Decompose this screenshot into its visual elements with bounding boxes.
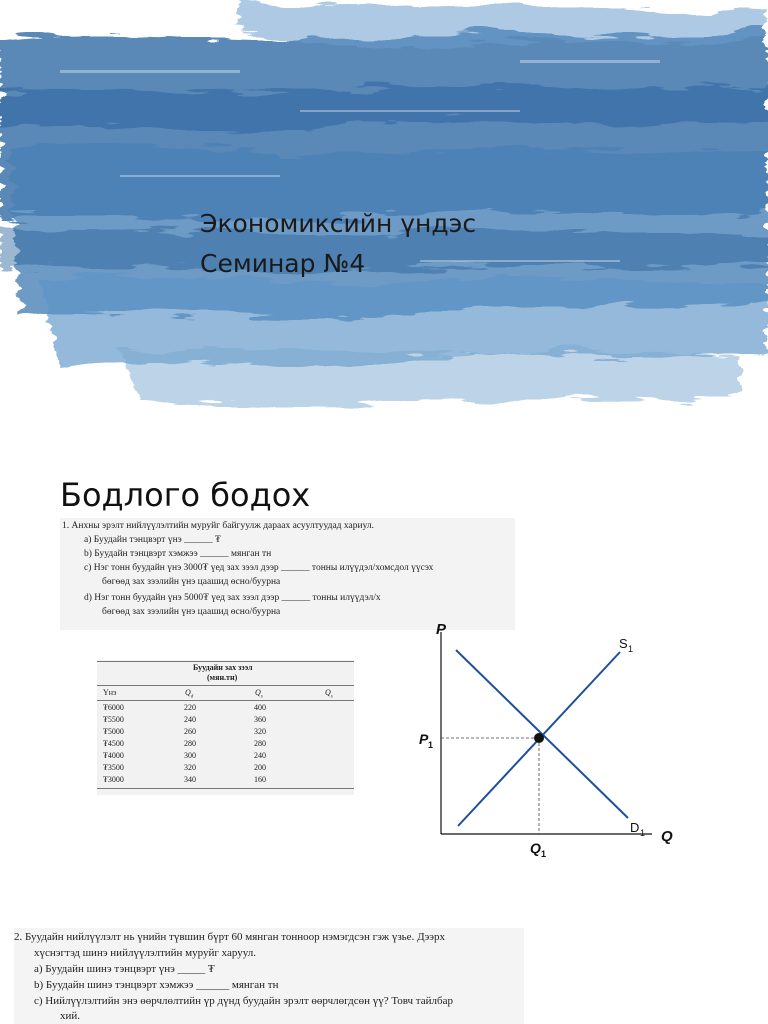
table-row-1-qs: 400 xyxy=(254,703,266,712)
demand-label: D xyxy=(630,820,640,835)
table-header-qs2: $Q_s$ xyxy=(325,688,333,700)
title-line-2: Семинар №4 xyxy=(200,249,366,278)
demand-subscript: 1 xyxy=(640,828,646,838)
title-line-1: Экономиксийн үндэс xyxy=(200,209,477,238)
supply-subscript: 1 xyxy=(628,644,634,654)
table-row-6-price: ₮3500 xyxy=(103,763,124,772)
table-row-5-qd: 300 xyxy=(184,751,196,760)
q1-b: b) Буудайн тэнцвэрт хэмжээ ______ мянган тн xyxy=(84,549,272,559)
q1-subscript: 1 xyxy=(541,849,547,859)
q2-a: a) Буудайн шинэ тэнцвэрт үнэ _____ ₮ xyxy=(34,963,215,975)
section-title: Бодлого бодох xyxy=(60,476,311,514)
table-header-qs: $Q_s$ xyxy=(255,688,263,700)
table-bottom-rule xyxy=(97,788,354,789)
table-header-rule xyxy=(97,685,354,686)
question-2-block xyxy=(14,928,524,1024)
table-header-price: Үнэ xyxy=(103,688,117,697)
table-row-1-qd: 220 xyxy=(184,703,196,712)
q-axis-label: Q xyxy=(661,828,673,845)
table-body-rule xyxy=(97,700,354,701)
question-1-block xyxy=(60,518,515,630)
table-caption-unit: (мян.тн) xyxy=(207,673,238,682)
table-row-1-price: ₮6000 xyxy=(103,703,124,712)
q2-c-line1: c) Нийлүүлэлтийн энэ өөрчлөлтийн үр дүнд буудайн эрэлт өөрчлөгдсөн үү? Товч тайлбар xyxy=(34,995,453,1007)
table-top-rule xyxy=(97,661,354,662)
q1-label: Q xyxy=(530,840,541,856)
table-row-4-qd: 280 xyxy=(184,739,196,748)
table-row-5-qs: 240 xyxy=(254,751,266,760)
q1-d-line1: d) Нэг тонн буудайн үнэ 5000₮ үед зах зээл дээр ______ тонны илүүдэл/х xyxy=(84,593,381,603)
q1-d-line2: бөгөөд зах зээлийн үнэ цаашид өсно/буурна xyxy=(102,607,281,617)
table-row-2-price: ₮5500 xyxy=(103,715,124,724)
table-row-6-qs: 200 xyxy=(254,763,266,772)
p1-subscript: 1 xyxy=(428,740,434,750)
q1-intro: 1. Анхны эрэлт нийлүүлэлтийн муруйг байгуулж дараах асуултуудад хариул. xyxy=(62,521,375,531)
table-caption: Буудайн зах зээл xyxy=(193,663,253,672)
q2-line1: 2. Буудайн нийлүүлэлт нь үнийн түвшин бүрт 60 мянган тонноор нэмэгдсэн гэж үзье. Дээрх xyxy=(14,931,446,943)
table-row-3-price: ₮5000 xyxy=(103,727,124,736)
table-header-qd: $Q_d$ xyxy=(185,688,194,700)
table-row-2-qd: 240 xyxy=(184,715,196,724)
table-row-3-qd: 260 xyxy=(184,727,196,736)
q2-b: b) Буудайн шинэ тэнцвэрт хэмжээ ______ мянган тн xyxy=(34,979,279,991)
q1-c-line1: c) Нэг тонн буудайн үнэ 3000₮ үед зах зээл дээр ______ тонны илүүдэл/хомсдол үүсэх xyxy=(84,563,434,573)
q1-a: a) Буудайн тэнцвэрт үнэ ______ ₮ xyxy=(84,535,221,545)
supply-label: S xyxy=(619,636,628,651)
p1-label: P xyxy=(419,731,429,747)
table-row-4-qs: 280 xyxy=(254,739,266,748)
table-row-7-qd: 340 xyxy=(184,775,196,784)
table-row-7-price: ₮3000 xyxy=(103,775,124,784)
table-row-5-price: ₮4000 xyxy=(103,751,124,760)
q2-c-line2: хий. xyxy=(60,1010,81,1022)
equilibrium-point xyxy=(534,733,544,743)
q2-line2: хүснэгтэд шинэ нийлүүлэлтийн муруйг харуул. xyxy=(34,947,256,959)
q1-c-line2: бөгөөд зах зээлийн үнэ цаашид өсно/буурна xyxy=(102,577,281,587)
table-row-4-price: ₮4500 xyxy=(103,739,124,748)
table-row-7-qs: 160 xyxy=(254,775,266,784)
table-row-6-qd: 320 xyxy=(184,763,196,772)
table-row-3-qs: 320 xyxy=(254,727,266,736)
wheat-market-table xyxy=(97,660,354,795)
supply-demand-graph xyxy=(412,620,682,860)
p-axis-label: P xyxy=(436,621,447,638)
slide-title xyxy=(200,204,476,284)
table-row-2-qs: 360 xyxy=(254,715,266,724)
